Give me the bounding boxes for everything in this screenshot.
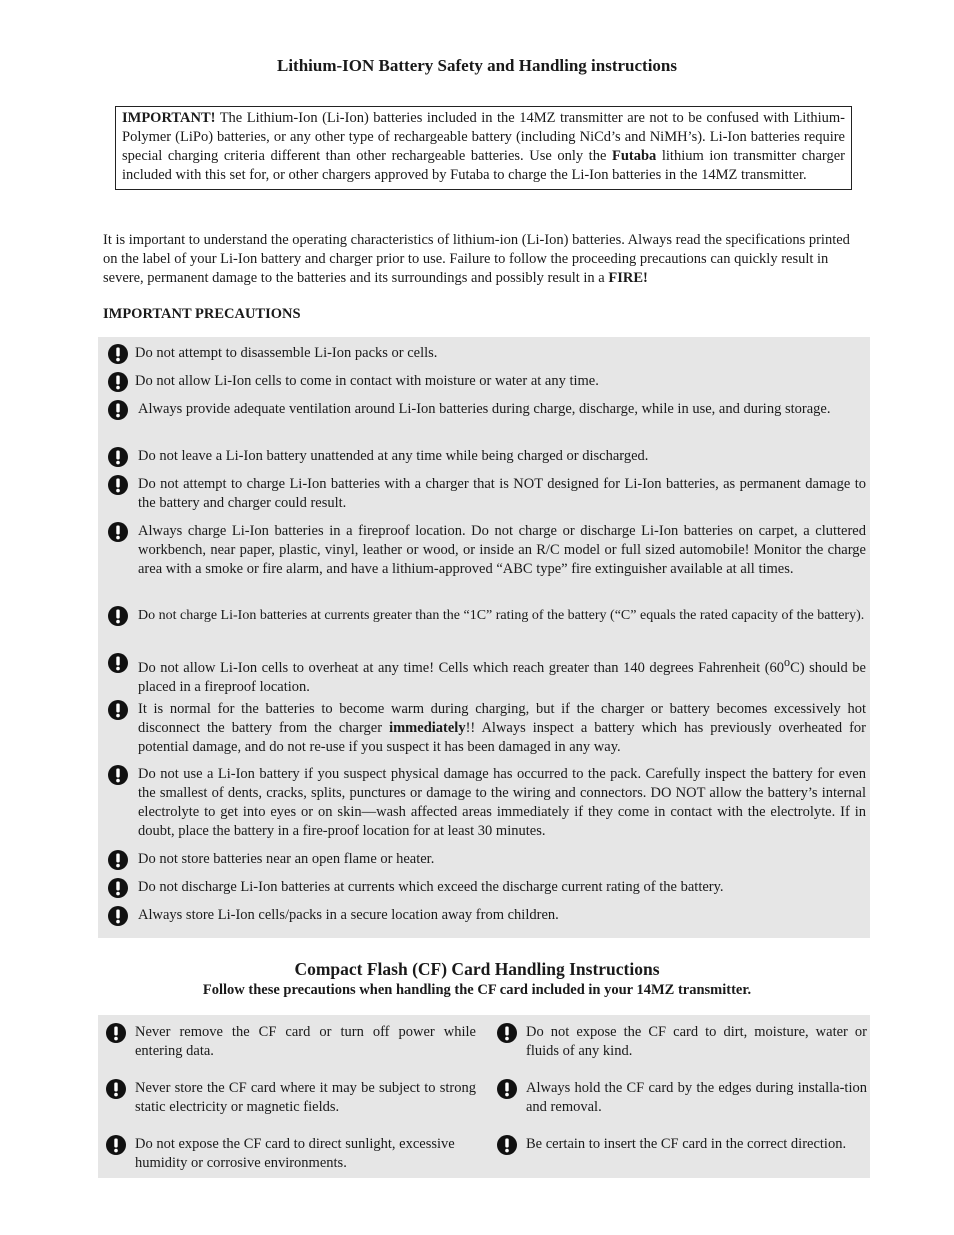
exclamation-circle-icon: [497, 1023, 517, 1043]
exclamation-circle-icon: [108, 447, 128, 467]
exclamation-circle-icon: [108, 522, 128, 542]
precaution-text: Do not allow Li-Ion cells to come in contact with moisture or water at any time.: [135, 373, 599, 389]
precaution-text: Do not use a Li-Ion battery if you suspect physical damage has occurred to the pack. Carefully inspect the battery for even the smallest of dents, cracks, splits, punctures or damage to the wiring and connectors. DO NOT allow the battery’s internal electrolyte to get into eyes or on skin—wash affected areas immediately if they come in contact with the electrolyte. If in doubt, place the battery in a fire-proof location for at least 30 minutes.: [138, 766, 866, 839]
cf-item: [497, 1135, 867, 1154]
brand-name: Futaba: [611, 148, 657, 164]
important-notice-box: [115, 106, 852, 190]
cf-item-text: Do not expose the CF card to dirt, moisture, water or fluids of any kind.: [526, 1024, 867, 1059]
precaution-text: Do not discharge Li-Ion batteries at currents which exceed the discharge current rating of the battery.: [138, 879, 724, 895]
precaution-text: Do not leave a Li-Ion battery unattended at any time while being charged or discharged.: [138, 448, 649, 464]
precaution-item: [108, 372, 866, 391]
exclamation-circle-icon: [106, 1023, 126, 1043]
precaution-item: [108, 765, 866, 841]
page-title: Lithium-ION Battery Safety and Handling instructions: [276, 56, 677, 75]
precaution-item: [108, 850, 866, 869]
precaution-item: [108, 447, 866, 466]
cf-item: [497, 1079, 867, 1117]
cf-section-title: Compact Flash (CF) Card Handling Instructions: [294, 959, 660, 979]
precaution-text: Always provide adequate ventilation around Li-Ion batteries during charge, discharge, while in use, and during storage.: [138, 401, 831, 417]
exclamation-circle-icon: [108, 765, 128, 785]
exclamation-circle-icon: [108, 653, 128, 673]
precaution-item: [108, 475, 866, 513]
precautions-heading: IMPORTANT PRECAUTIONS: [103, 306, 301, 322]
precaution-text: Do not attempt to disassemble Li-Ion packs or cells.: [135, 345, 438, 361]
precaution-text-part: !! Always inspect a battery which has previously overheated for potential damage, and do not re-use if you suspect it has been damaged in any way.: [138, 720, 866, 755]
precaution-text: [138, 653, 866, 697]
degree-superscript: o: [784, 655, 791, 669]
precaution-text: Do not charge Li-Ion batteries at currents greater than the “1C” rating of the battery (“C” equals the rated capacity of the battery).: [138, 608, 865, 623]
exclamation-circle-icon: [108, 344, 128, 364]
precautions-panel: [98, 337, 870, 938]
precaution-text-part: C) should be placed in a fireproof location.: [138, 659, 866, 695]
exclamation-circle-icon: [108, 606, 128, 626]
cf-item: [106, 1079, 476, 1117]
important-text-part2: lithium ion transmitter charger included with this set for, or other chargers approved by Futaba to charge the Li-Ion batteries in the 14MZ transmitter.: [122, 148, 845, 183]
cf-item-text: Never remove the CF card or turn off power while entering data.: [135, 1024, 476, 1059]
important-label: IMPORTANT!: [122, 110, 216, 126]
precaution-item: [108, 606, 866, 625]
exclamation-circle-icon: [108, 906, 128, 926]
exclamation-circle-icon: [106, 1135, 126, 1155]
fire-emphasis: FIRE!: [608, 270, 648, 286]
precaution-text-part: Do not allow Li-Ion cells to overheat at any time! Cells which reach greater than 140 degrees Fahrenheit (60: [138, 659, 785, 676]
precaution-item: [108, 344, 866, 363]
precaution-item: [108, 700, 866, 757]
precaution-item: [108, 653, 866, 697]
exclamation-circle-icon: [108, 878, 128, 898]
exclamation-circle-icon: [497, 1079, 517, 1099]
exclamation-circle-icon: [108, 700, 128, 720]
cf-item-text: Never store the CF card where it may be subject to strong static electricity or magnetic fields.: [135, 1080, 476, 1115]
exclamation-circle-icon: [108, 400, 128, 420]
precaution-text: [138, 700, 866, 757]
intro-paragraph: [103, 231, 868, 288]
exclamation-circle-icon: [108, 372, 128, 392]
important-text-part1: The Lithium-Ion (Li-Ion) batteries included in the 14MZ transmitter are not to be confused with Lithium-Polymer (LiPo) batteries, or any other type of rechargeable battery (including NiCd’s and NiMH’s). Li-Ion batteries require special charging criteria different than other rechargeable batteries. Use only the: [122, 110, 845, 164]
precaution-text: Do not store batteries near an open flame or heater.: [138, 851, 435, 867]
precaution-text: Do not attempt to charge Li-Ion batteries with a charger that is NOT designed for Li-Ion batteries, as permanent damage to the battery and charger could result.: [138, 476, 866, 511]
precaution-item: [108, 906, 866, 925]
cf-item: [497, 1023, 867, 1061]
exclamation-circle-icon: [108, 850, 128, 870]
cf-section-subtitle: Follow these precautions when handling the CF card included in your 14MZ transmitter.: [202, 982, 752, 998]
precaution-item: [108, 400, 866, 419]
immediately-emphasis: immediately: [389, 720, 466, 736]
cf-item: [106, 1135, 476, 1173]
exclamation-circle-icon: [108, 475, 128, 495]
precaution-item: [108, 522, 866, 579]
cf-item-text: Do not expose the CF card to direct sunlight, excessive humidity or corrosive environments.: [135, 1136, 455, 1171]
precaution-text: Always store Li-Ion cells/packs in a secure location away from children.: [138, 907, 559, 923]
cf-item-text: Be certain to insert the CF card in the correct direction.: [526, 1136, 847, 1152]
exclamation-circle-icon: [106, 1079, 126, 1099]
cf-item-text: Always hold the CF card by the edges during installa-tion and removal.: [526, 1080, 867, 1115]
intro-text: It is important to understand the operating characteristics of lithium-ion (Li-Ion) batteries. Always read the specifications printed on the label of your Li-Ion battery and charger prior to use. Failure to follow the proceeding precautions can quickly result in severe, permanent damage to the batteries and its surroundings and possibly result in a: [103, 232, 850, 286]
precaution-text: Always charge Li-Ion batteries in a fireproof location. Do not charge or discharge Li-Ion batteries on carpet, a cluttered workbench, near paper, plastic, vinyl, leather or wood, or inside an R/C model or full sized automobile! Monitor the charge area with a smoke or fire alarm, and have a lithium-approved “ABC type” fire extinguisher available at all times.: [138, 523, 866, 577]
cf-item: [106, 1023, 476, 1061]
precaution-text-part: It is normal for the batteries to become warm during charging, but if the charger or battery becomes excessively hot disconnect the battery from the charger: [138, 701, 866, 736]
precaution-item: [108, 878, 866, 897]
exclamation-circle-icon: [497, 1135, 517, 1155]
